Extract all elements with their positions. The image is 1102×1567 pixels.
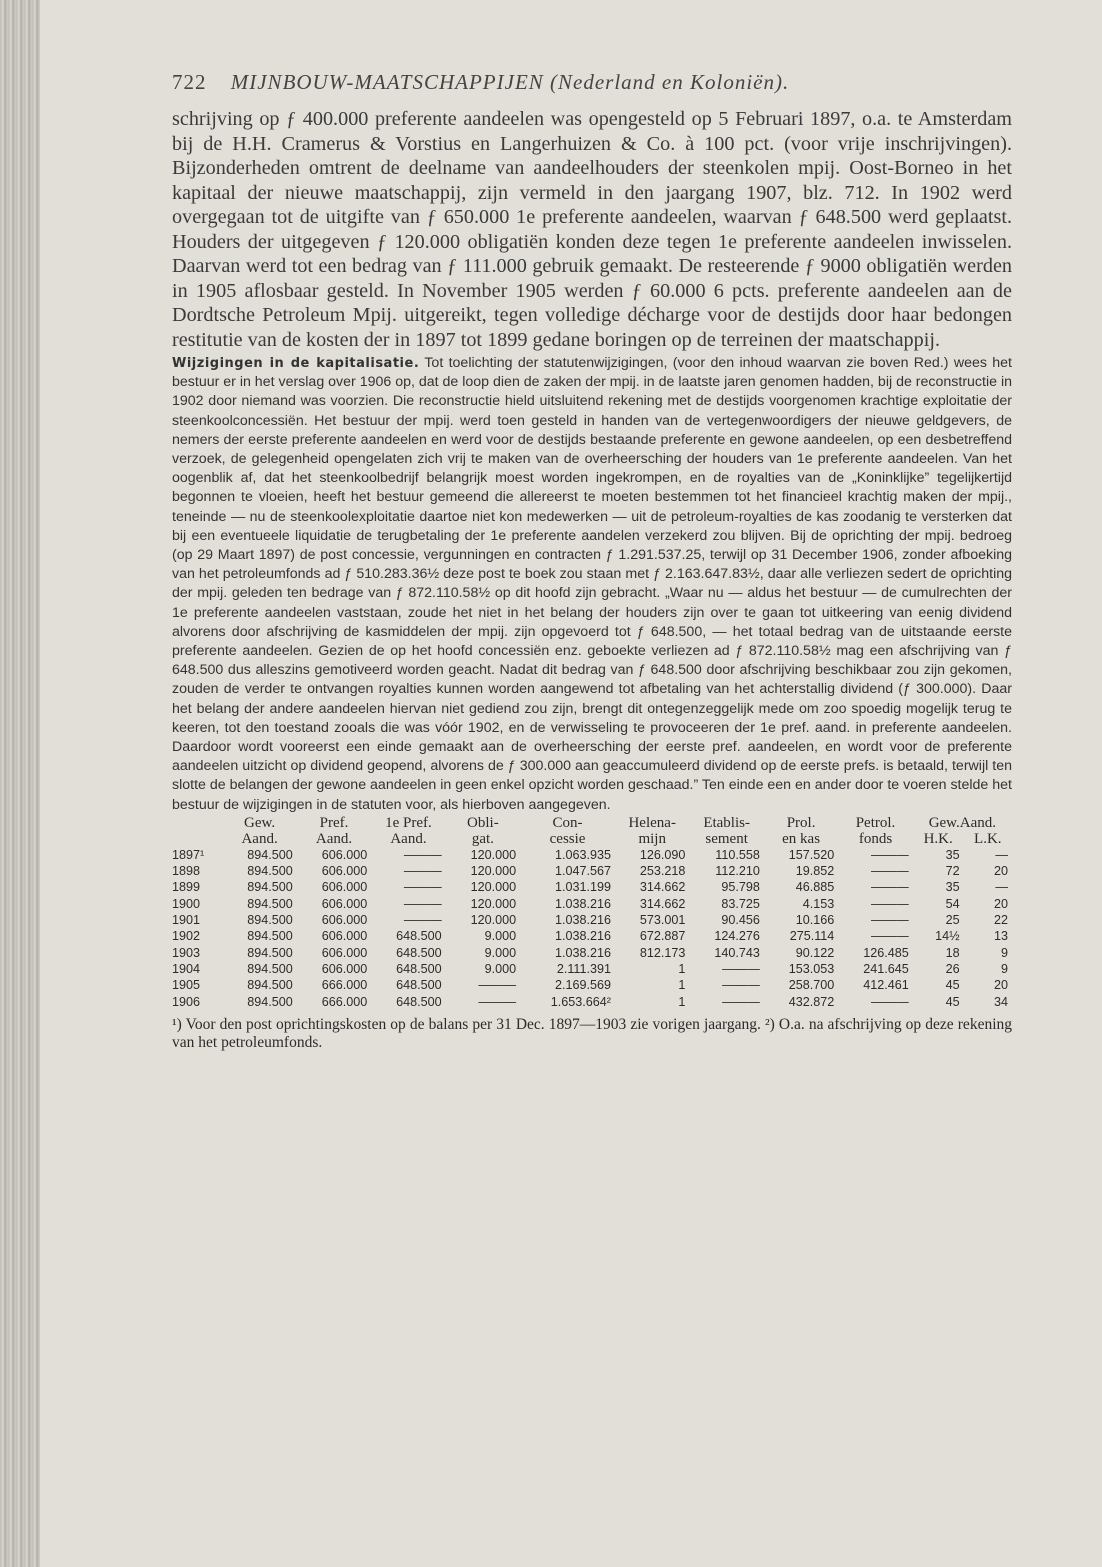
table-cell: 9.000 [484, 929, 517, 944]
table-cell: 4.153 [802, 896, 835, 911]
table-cell: 9 [1000, 945, 1008, 960]
table-cell: 648.500 [396, 945, 442, 960]
table-cell: 1.038.216 [554, 945, 611, 960]
table-cell: 606.000 [321, 961, 368, 976]
table-header: Gew. [244, 814, 276, 831]
table-header [172, 815, 222, 831]
table-cell: 894.500 [247, 864, 293, 879]
table-cell: ——— [403, 896, 442, 911]
table-cell: 2.111.391 [556, 961, 611, 976]
table-header [172, 831, 222, 847]
table-cell: — [995, 880, 1008, 895]
table-row [172, 977, 1012, 993]
table-cell: 672.887 [639, 929, 686, 944]
table-cell: 1.038.216 [554, 929, 611, 944]
table-row [172, 961, 1012, 977]
table-cell: 894.500 [247, 994, 293, 1009]
table-cell: ——— [870, 994, 909, 1009]
table-cell: 606.000 [321, 847, 368, 862]
table-row [172, 863, 1012, 879]
table-header: Aand. [241, 830, 278, 847]
table-cell: 1 [678, 994, 686, 1009]
table-cell: 894.500 [247, 961, 293, 976]
table-cell: 25 [945, 913, 960, 928]
table-cell: 666.000 [321, 978, 368, 993]
table-cell: 1.038.216 [554, 896, 611, 911]
page-number: 722 [172, 70, 207, 94]
table-cell: 22 [993, 913, 1008, 928]
table-cell: 606.000 [321, 913, 368, 928]
table-cell: 90.122 [795, 945, 835, 960]
table-row [172, 945, 1012, 961]
table-cell: 606.000 [321, 929, 368, 944]
table-cell: ——— [870, 896, 909, 911]
table-header: Prol. [786, 814, 816, 831]
table-cell: ——— [722, 978, 760, 993]
table-header: en kas [782, 830, 821, 847]
table-header: H.K. [923, 830, 953, 847]
table-cell: 666.000 [321, 994, 368, 1009]
table-header: L.K. [974, 830, 1002, 847]
table-header: Helena- [628, 814, 676, 831]
table-cell: 110.558 [715, 847, 760, 862]
table-cell: 1897¹ [172, 847, 205, 862]
table-row [172, 896, 1012, 912]
table-cell: 120.000 [470, 880, 517, 895]
table-header: fonds [858, 830, 893, 847]
table-cell: 648.500 [396, 978, 442, 993]
table-cell: 120.000 [470, 896, 517, 911]
table-cell: 13 [993, 929, 1008, 944]
table-row [172, 879, 1012, 895]
running-title: MIJNBOUW-MAATSCHAPPIJEN (Nederland en Koloniën). [230, 70, 790, 94]
table-cell: 120.000 [470, 864, 517, 879]
table-cell: 112.210 [715, 864, 760, 879]
table-cell: ——— [478, 994, 517, 1009]
table-cell: 1901 [172, 913, 201, 928]
table-cell: 9.000 [484, 961, 517, 976]
table-cell: 894.500 [247, 880, 293, 895]
table-cell: 34 [993, 994, 1008, 1009]
table-header: Obli- [467, 814, 499, 831]
table-cell: 124.276 [714, 929, 760, 944]
book-binding-shadow [0, 0, 40, 1567]
table-cell: 14½ [935, 929, 960, 944]
intro-paragraph: schrijving op ƒ 400.000 preferente aandeelen was opengesteld op 5 Februari 1897, o.a. te Amsterdam bij de H.H. Cramerus & Vorstius en Langerhuizen & Co. à 100 pct. (voor vrije inschrijvingen). Bijzonderheden omtrent de deelname van aandeelhouders der steenkolen mpij. Oost-Borneo in het kapitaal der nieuwe maatschappij, zijn vermeld in den jaargang 1907, blz. 712. In 1902 werd overgegaan tot de uitgifte van ƒ 650.000 1e preferente aandeelen, waarvan ƒ 648.500 werd geplaatst. Houders der uitgegeven ƒ 120.000 obligatiën konden deze tegen 1e preferente aandeelen inwisselen. Daarvan werd tot een bedrag van ƒ 111.000 gebruik gemaakt. De resteerende ƒ 9000 obligatiën werden in 1905 aflosbaar gesteld. In November 1905 werden ƒ 60.000 6 pcts. preferente aandeelen aan de Dordtsche Petroleum Mpij. uitgereikt, tegen volledige décharge voor de destijds door haar bedongen restitutie van de kosten der in 1897 tot 1899 gedane boringen op de terreinen der maatschappij. [172, 108, 1012, 351]
table-header: Etablis- [703, 814, 750, 831]
table-header: Aand. [390, 830, 427, 847]
table-cell: 18 [945, 945, 960, 960]
table-cell: ——— [870, 880, 909, 895]
table-header: cessie [549, 830, 586, 847]
table-cell: 157.520 [788, 847, 835, 862]
footnote: ¹) Voor den post oprichtingskosten op de balans per 31 Dec. 1897—1903 zie vorigen jaargang. ²) O.a. na afschrijving op deze rekening van het petroleumfonds. [172, 1015, 1012, 1051]
table-cell: — [995, 847, 1008, 862]
table-cell: 90.456 [721, 913, 760, 928]
table-cell: 20 [993, 864, 1008, 879]
table-cell: 120.000 [470, 847, 517, 862]
document-page [172, 70, 1012, 1052]
table-cell: 140.743 [714, 945, 760, 960]
section-heading: Wijzigingen in de kapitalisatie. [172, 356, 420, 371]
table-cell: 2.169.569 [554, 978, 611, 993]
table-header: Gew.Aand. [928, 814, 997, 831]
table-cell: 258.700 [788, 978, 835, 993]
table-cell: 894.500 [247, 913, 293, 928]
table-cell: 241.645 [863, 961, 909, 976]
table-cell: 1898 [172, 864, 201, 879]
table-body [172, 847, 1012, 1010]
table-header: Petrol. [855, 814, 896, 831]
table-cell: ——— [403, 913, 442, 928]
table-cell: 894.500 [247, 896, 293, 911]
table-cell: ——— [870, 929, 909, 944]
table-cell: 1.063.935 [554, 847, 611, 862]
table-cell: 894.500 [247, 945, 293, 960]
table-cell: 275.114 [789, 929, 835, 944]
table-cell: 648.500 [396, 929, 442, 944]
table-cell: 1904 [172, 961, 201, 976]
table-header: 1e Pref. [385, 814, 432, 831]
table-cell: 1902 [172, 929, 201, 944]
table-cell: 894.500 [247, 929, 293, 944]
table-cell: 153.053 [788, 961, 835, 976]
table-header-row-1 [172, 815, 1012, 831]
table-cell: 1.047.567 [554, 864, 611, 879]
table-cell: 253.218 [639, 864, 686, 879]
table-cell: 648.500 [396, 961, 442, 976]
table-header: Pref. [319, 814, 349, 831]
table-cell: ——— [722, 994, 760, 1009]
table-cell: 1903 [172, 945, 201, 960]
table-cell: ——— [403, 864, 442, 879]
table-cell: 1 [678, 978, 686, 993]
table-cell: 120.000 [470, 913, 517, 928]
table-cell: ——— [403, 847, 442, 862]
table-cell: 412.461 [863, 978, 909, 993]
table-cell: 1.653.664² [550, 994, 611, 1009]
table-cell: 20 [993, 896, 1008, 911]
table-cell: 54 [945, 896, 960, 911]
section-body: Tot toelichting der statutenwijzigingen, (voor den inhoud waarvan zie boven Red.) wees het bestuur er in het verslag over 1906 op, dat de loop dien de zaken der mpij. in de laatste jaren genomen hadden, bij de reconstructie in 1902 door niemand was voorzien. Die reconstructie hield uitsluitend rekening met de destijds voorgenomen krachtige exploitatie der steenkoolconcessiën. Het bestuur der mpij. werd toen gesteld in handen van de vertegenwoordigers der nieuwe geldgevers, de nemers der eerste preferente aandeelen en werd voor de destijds bestaande preferente en gewone aandeelen, op een desbetreffend verzoek, de gelegenheid opengelaten zich vrij te maken van de overheersching der houders van 1e preferente aandeelen. Van het oogenblik af, dat het steenkoolbedrijf belangrijk moest worden ingekrompen, en de royalties van de „Koninklijke” tegelijkertijd begonnen te vloeien, heeft het bestuur gemeend die allereerst te moeten bestemmen tot het financieel krachtig maken der mpij., teneinde — nu de steenkoolexploitatie daartoe niet kon medewerken — uit de petroleum-royalties de kas zoodanig te versterken dat bij een eventueele liquidatie de terugbetaling der 1e preferente aandelen verzekerd zou blijven. Bij de oprichting der mpij. bedroeg (op 29 Maart 1897) de post concessie, vergunningen en contracten ƒ 1.291.537.25, terwijl op 31 December 1906, zonder afboeking van het petroleumfonds ad ƒ 510.283.36½ deze post te boek zou staan met ƒ 2.163.647.83½, daar alle verliezen sedert de oprichting der mpij. geleden ten bedrage van ƒ 872.110.58½ op dit hoofd zijn gebracht. „Waar nu — aldus het bestuur — de cumulrechten der 1e preferente aandeelen vaststaan, zoude het niet in het belang der houders zijn over te gaan tot uitkeering van eenig dividend alvorens door afschrijving de kasmiddelen der mpij. zijn opgevoerd tot ƒ 648.500, — het totaal bedrag van de uitstaande eerste preferente aandeelen. Gezien de op het hoofd concessiën enz. geboekte verliezen ad ƒ 872.110.58½ mag een afschrijving van ƒ 648.500 dus alleszins gemotiveerd worden geacht. Nadat dit bedrag van ƒ 648.500 door afschrijving beschikbaar zou zijn gekomen, zouden de verder te ontvangen royalties kunnen worden aangewend tot afbetaling van het achterstallig dividend (ƒ 300.000). Daar het belang der andere aandeelen hiervan niet gediend zou zijn, brengt dit ontegenzeggelijk mede om zoo spoedig mogelijk terug te keeren, tot den toestand zooals die was vóór 1902, en de verwisseling te provoceeren der 1e pref. aand. in preferente aandeelen. Daardoor wordt vooreerst een einde gemaakt aan de overheersching der eerste pref. aandeelen, en wordt voor de preferente aandeelen uitzicht op dividend geopend, alvorens de ƒ 300.000 aan geaccumuleerd dividend op de eerste prefs. is betaald, terwijl ten slotte de belangen der gewone aandeelen in geen enkel opzicht worden geschaad.” Ten einde een en ander door te voeren stelde het bestuur de wijzigingen in de statuten voor, als hierboven aangegeven. [172, 355, 1012, 813]
table-cell: 432.872 [788, 994, 835, 1009]
table-cell: 1.038.216 [554, 913, 611, 928]
table-header-row-2 [172, 831, 1012, 847]
table-cell: ——— [478, 978, 517, 993]
page-header [172, 70, 1012, 95]
table-cell: 606.000 [321, 945, 368, 960]
table-row [172, 912, 1012, 928]
table-cell: 26 [945, 961, 960, 976]
table-cell: 573.001 [639, 913, 686, 928]
table-cell: 606.000 [321, 896, 368, 911]
table-cell: 1.031.199 [554, 880, 611, 895]
table-cell: ——— [870, 864, 909, 879]
table-cell: 126.485 [863, 945, 909, 960]
table-cell: 83.725 [721, 896, 760, 911]
table-cell: 9.000 [484, 945, 517, 960]
table-cell: ——— [403, 880, 442, 895]
table-cell: 894.500 [247, 847, 293, 862]
table-cell: 46.885 [795, 880, 835, 895]
table-cell: 35 [945, 880, 960, 895]
table-cell: ——— [870, 913, 909, 928]
table-row [172, 847, 1012, 863]
table-row [172, 928, 1012, 944]
table-cell: 45 [945, 994, 960, 1009]
table-cell: 606.000 [321, 880, 368, 895]
table-cell: 894.500 [247, 978, 293, 993]
table-cell: 1899 [172, 880, 201, 895]
table-header: sement [705, 830, 748, 847]
table-cell: 35 [945, 847, 960, 862]
table-cell: 95.798 [721, 880, 760, 895]
table-cell: 9 [1000, 961, 1008, 976]
table-cell: 812.173 [639, 945, 686, 960]
table-cell: 314.662 [639, 880, 686, 895]
table-cell: 1906 [172, 994, 201, 1009]
table-cell: 314.662 [639, 896, 686, 911]
section-paragraph [172, 354, 1012, 815]
table-cell: 126.090 [639, 847, 686, 862]
table-cell: 45 [945, 978, 960, 993]
table-cell: ——— [870, 847, 909, 862]
table-cell: 19.852 [795, 864, 835, 879]
table-header: Aand. [315, 830, 353, 847]
table-cell: ——— [722, 961, 760, 976]
table-cell: 1905 [172, 978, 201, 993]
table-cell: 648.500 [396, 994, 442, 1009]
table-cell: 606.000 [321, 864, 368, 879]
table-cell: 1 [678, 961, 686, 976]
table-cell: 1900 [172, 896, 201, 911]
table-header: gat. [471, 830, 494, 847]
table-header: Con- [552, 814, 583, 831]
table-header: mijn [638, 830, 666, 847]
table-cell: 10.166 [795, 913, 835, 928]
table-cell: 72 [945, 864, 960, 879]
table-row [172, 994, 1012, 1010]
table-cell: 20 [993, 978, 1008, 993]
financial-table [172, 815, 1012, 1010]
